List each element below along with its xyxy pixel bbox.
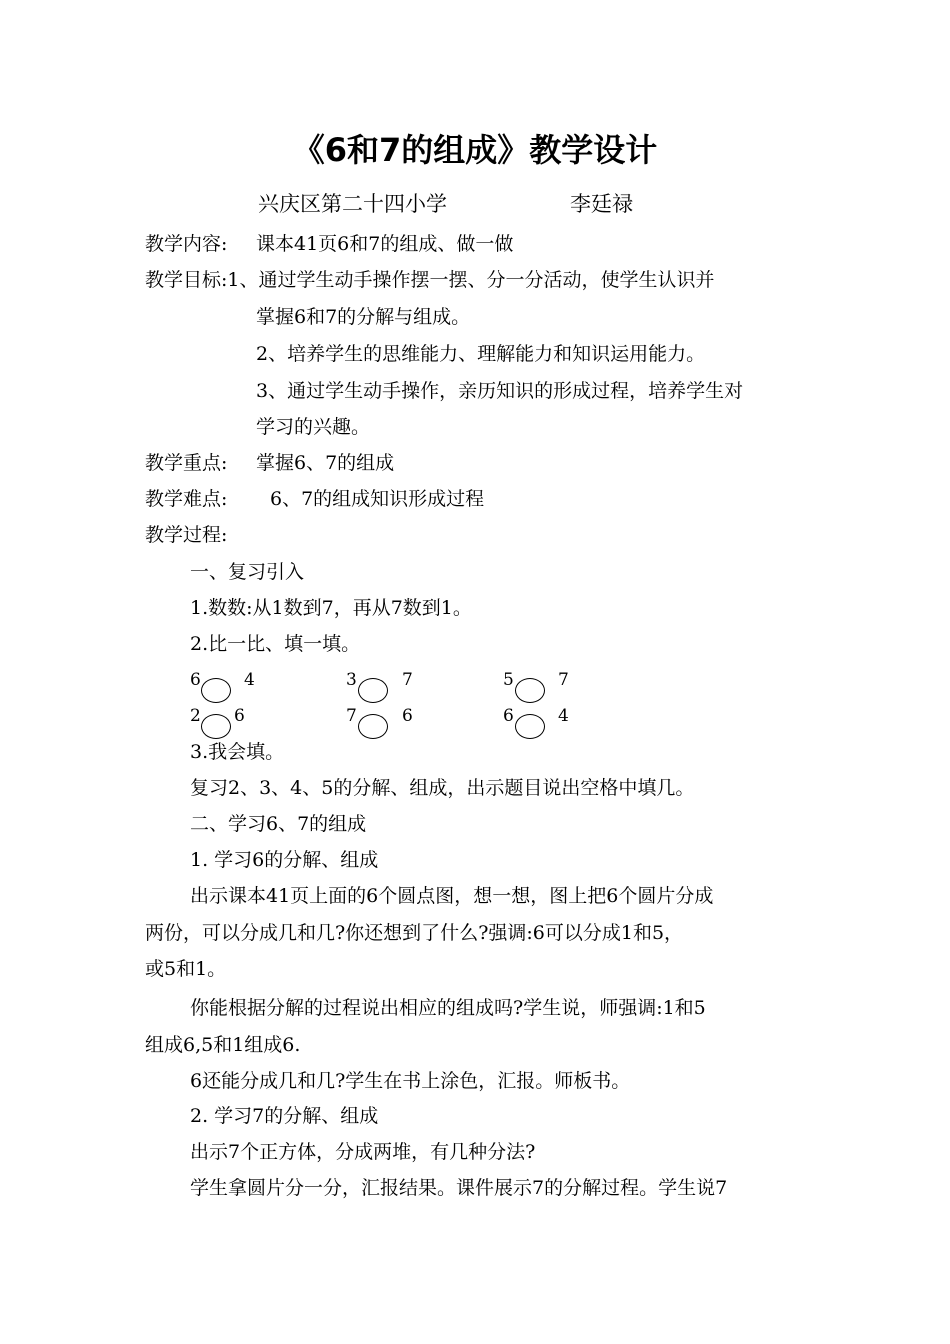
comparison-right: 4 bbox=[558, 706, 569, 726]
content-label: 教学内容: bbox=[145, 233, 228, 255]
section2-heading: 二、学习6、7的组成 bbox=[190, 813, 367, 835]
document-title: 《6和7的组成》教学设计 bbox=[292, 131, 658, 169]
comparison-left: 6 bbox=[503, 706, 514, 726]
comparison-right: 6 bbox=[402, 706, 413, 726]
goal-1b: 掌握6和7的分解与组成。 bbox=[256, 306, 471, 328]
comparison-blank[interactable] bbox=[358, 678, 388, 703]
comparison-blank[interactable] bbox=[515, 714, 545, 739]
section2-p2b: 组成6,5和1组成6. bbox=[145, 1034, 301, 1056]
section2-p4: 出示7个正方体，分成两堆，有几种分法? bbox=[190, 1141, 536, 1163]
comparison-blank[interactable] bbox=[201, 678, 231, 703]
goals-label: 教学目标: bbox=[145, 269, 228, 291]
section2-p5: 学生拿圆片分一分，汇报结果。课件展示7的分解过程。学生说7 bbox=[190, 1177, 728, 1199]
comparison-right: 6 bbox=[234, 706, 245, 726]
school-name: 兴庆区第二十四小学 bbox=[258, 192, 447, 216]
difficulty-text: 6、7的组成知识形成过程 bbox=[270, 488, 485, 510]
process-label: 教学过程: bbox=[145, 524, 228, 546]
content-row bbox=[145, 229, 513, 259]
section2-sub2: 2. 学习7的分解、组成 bbox=[190, 1105, 379, 1127]
comparison-blank[interactable] bbox=[515, 678, 545, 703]
key-point-row bbox=[145, 448, 394, 478]
section2-p3: 6还能分成几和几?学生在书上涂色，汇报。师板书。 bbox=[190, 1070, 631, 1092]
content-text: 课本41页6和7的组成、做一做 bbox=[256, 233, 514, 255]
section1-item1: 1.数数:从1数到7，再从7数到1。 bbox=[190, 597, 472, 619]
section2-p2a: 你能根据分解的过程说出相应的组成吗?学生说，师强调:1和5 bbox=[190, 997, 706, 1019]
comparison-left: 5 bbox=[503, 670, 514, 690]
section2-p1c: 或5和1。 bbox=[145, 958, 227, 980]
comparison-left: 6 bbox=[190, 670, 201, 690]
section2-sub1: 1. 学习6的分解、组成 bbox=[190, 849, 379, 871]
goal-3b: 学习的兴趣。 bbox=[256, 416, 371, 438]
key-point-label: 教学重点: bbox=[145, 452, 228, 474]
comparison-right: 7 bbox=[558, 670, 569, 690]
goal-1a: 1、通过学生动手操作摆一摆、分一分活动，使学生认识并 bbox=[227, 269, 715, 291]
comparison-right: 7 bbox=[402, 670, 413, 690]
section2-p1b: 两份，可以分成几和几?你还想到了什么?强调:6可以分成1和5， bbox=[145, 922, 684, 944]
comparison-blank[interactable] bbox=[201, 714, 231, 739]
goal-3a: 3、通过学生动手操作，亲历知识的形成过程，培养学生对 bbox=[256, 380, 744, 402]
section1-item3-desc: 复习2、3、4、5的分解、组成，出示题目说出空格中填几。 bbox=[190, 777, 695, 799]
section1-item3: 3.我会填。 bbox=[190, 741, 285, 763]
section1-heading: 一、复习引入 bbox=[190, 561, 305, 583]
difficulty-label: 教学难点: bbox=[145, 488, 228, 510]
comparison-left: 3 bbox=[346, 670, 357, 690]
comparison-left: 2 bbox=[190, 706, 201, 726]
author-name: 李廷禄 bbox=[570, 192, 633, 216]
goal-2: 2、培养学生的思维能力、理解能力和知识运用能力。 bbox=[256, 343, 706, 365]
comparison-left: 7 bbox=[346, 706, 357, 726]
comparison-blank[interactable] bbox=[358, 714, 388, 739]
key-point-text: 掌握6、7的组成 bbox=[256, 452, 395, 474]
section2-p1a: 出示课本41页上面的6个圆点图，想一想，图上把6个圆片分成 bbox=[190, 885, 714, 907]
comparison-right: 4 bbox=[244, 670, 255, 690]
goals-row bbox=[145, 265, 715, 295]
section1-item2: 2.比一比、填一填。 bbox=[190, 633, 361, 655]
difficulty-row bbox=[145, 484, 484, 514]
